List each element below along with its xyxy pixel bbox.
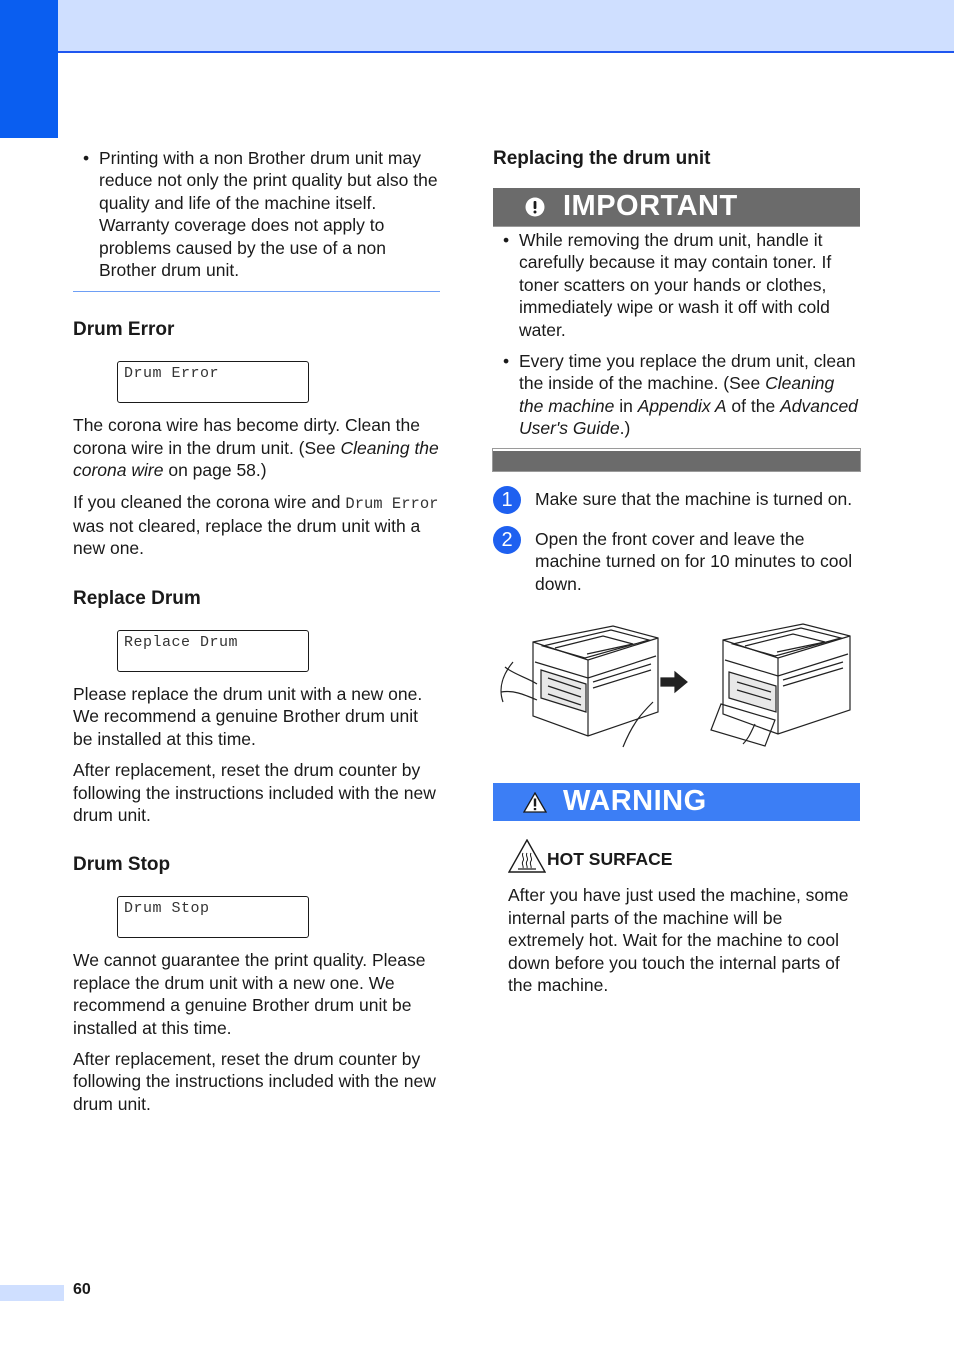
- important-underline: [493, 226, 860, 227]
- important-list: [493, 229, 860, 440]
- list-item: • Printing with a non Brother drum unit may reduce not only the print quality but also the quality and life of the machine itself. Warranty coverage does not apply to problems caused by the use of a non Brother drum unit.: [83, 148, 438, 281]
- page-number: 60: [73, 1281, 91, 1298]
- lcd-message-drum-stop: Drum Stop: [117, 896, 309, 938]
- hot-surface-label: HOT SURFACE: [547, 849, 673, 870]
- footer-tab: [0, 1285, 64, 1301]
- replace-drum-paragraph-1: Please replace the drum unit with a new one. We recommend a genuine Brother drum unit be installed at this time.: [73, 683, 423, 749]
- exclamation-icon: [525, 197, 545, 217]
- step-2: 2 Open the front cover and leave the machine turned on for 10 minutes to cool down.: [493, 528, 860, 595]
- drum-stop-heading: Drum Stop: [73, 854, 171, 876]
- drum-error-paragraph-1: The corona wire has become dirty. Clean the corona wire in the drum unit. (See Cleaning the corona wire on page 58.): [73, 415, 439, 481]
- left-column: [73, 147, 440, 1124]
- important-title: IMPORTANT: [563, 190, 738, 222]
- intro-bullet-list: [73, 147, 440, 281]
- list-item: • While removing the drum unit, handle it carefully because it may contain toner. If toner scatters on your hands or clothes, immediately wipe or wash it off with cold water.: [503, 230, 832, 340]
- step-1: 1 Make sure that the machine is turned on.: [493, 488, 860, 510]
- list-item: • Every time you replace the drum unit, clean the inside of the machine. (See Cleaning the machine in Appendix A of the Advanced User's Guide.): [503, 351, 858, 439]
- right-column: [493, 147, 860, 1005]
- step-number-badge: 1: [493, 486, 521, 514]
- warning-title: WARNING: [563, 785, 707, 818]
- replace-drum-heading: Replace Drum: [73, 587, 201, 609]
- step-number-badge: 2: [493, 526, 521, 554]
- replacing-drum-heading: Replacing the drum unit: [493, 148, 711, 169]
- replace-drum-paragraph-2: After replacement, reset the drum counter by following the instructions included with the new drum unit.: [73, 760, 436, 825]
- warning-paragraph: After you have just used the machine, some internal parts of the machine will be extremely hot. Wait for the machine to cool down before you touch the internal parts of the machine.: [508, 885, 849, 995]
- warning-triangle-icon: [523, 792, 547, 813]
- hot-surface-icon: [508, 839, 546, 873]
- hot-surface-row: [508, 839, 860, 881]
- lcd-message-drum-error: Drum Error: [117, 361, 309, 403]
- chapter-tab: [0, 0, 58, 138]
- drum-stop-paragraph-2: After replacement, reset the drum counter by following the instructions included with the new drum unit.: [73, 1048, 436, 1114]
- important-footer-bar: [493, 449, 860, 471]
- important-banner: [493, 188, 860, 226]
- lcd-message-replace-drum: Replace Drum: [117, 630, 309, 672]
- header-band: [0, 0, 954, 53]
- drum-error-heading: Drum Error: [73, 319, 175, 341]
- drum-stop-paragraph-1: We cannot guarantee the print quality. Please replace the drum unit with a new one. We recommend a genuine Brother drum unit be installed at this time.: [73, 950, 426, 1038]
- warning-banner: [493, 783, 860, 821]
- drum-error-paragraph-2: If you cleaned the corona wire and Drum Error was not cleared, replace the drum unit with a new one.: [73, 491, 439, 559]
- printer-front-cover-illustration: [493, 612, 860, 752]
